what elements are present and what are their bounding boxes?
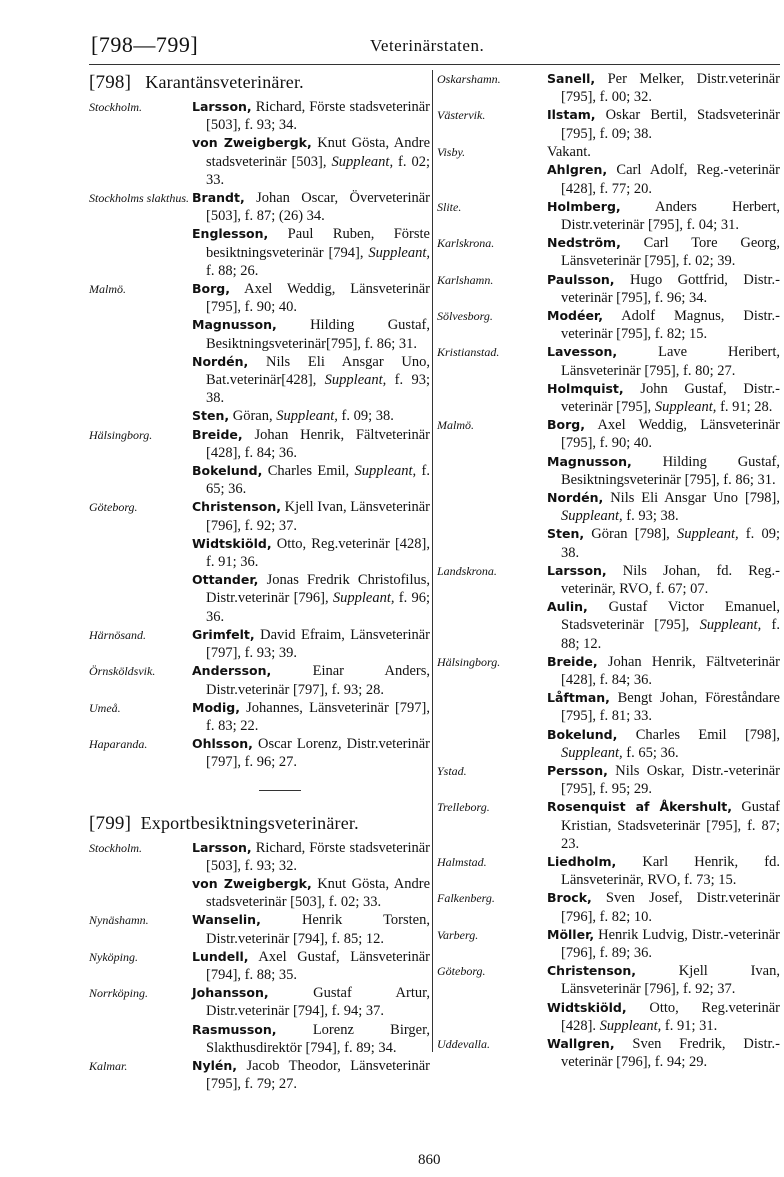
entry-tail: f. 91; 28. <box>716 398 773 415</box>
list-item <box>437 853 780 889</box>
entry-text <box>192 626 430 662</box>
entry-name: Rosenquist af Åkershult, <box>547 799 733 815</box>
entry-place: Hälsingborg. <box>89 427 153 442</box>
entry-text <box>192 948 430 984</box>
entry-details: Gustaf Victor Emanuel, Stadsveterinär [795], <box>561 599 780 634</box>
entry-place: Nyköping. <box>89 949 138 964</box>
entry-text <box>547 307 780 343</box>
entry-name: Sten, <box>547 526 585 542</box>
entry-details: Axel Weddig, Länsveterinär [795], f. 90; 40. <box>206 281 430 316</box>
list-item <box>437 307 780 343</box>
entry-place: Halmstad. <box>437 855 487 870</box>
entry-place: Norrköping. <box>89 986 149 1001</box>
entry-name: Bokelund, <box>192 463 263 479</box>
entry-name: Larsson, <box>192 839 252 855</box>
entry-details: Richard, Förste stadsveterinär [503], f. 93; 34. <box>206 99 430 134</box>
list-item <box>437 598 780 653</box>
entry-place: Kristianstad. <box>437 345 500 360</box>
entry-place <box>89 407 192 408</box>
left-column <box>89 70 430 1093</box>
entry-details: Hilding Gustaf, Besiktningsveterinär[795], f. 86; 31. <box>206 317 430 352</box>
entry-details: Otto, Reg.veterinär [428]. <box>561 999 780 1034</box>
entry-details: Axel Weddig, Länsveterinär [795], f. 90; 40. <box>561 417 780 452</box>
entry-role: Suppleant, <box>331 153 394 170</box>
entry-text <box>547 198 780 234</box>
entry-details: Göran [798], <box>584 526 677 543</box>
entry-text <box>547 416 780 452</box>
entry-place <box>89 353 192 354</box>
entry-text <box>192 875 430 911</box>
entry-name: Widtskiöld, <box>547 999 627 1015</box>
entry-details: Richard, Förste stadsveterinär [503], f. 93; 32. <box>206 839 430 874</box>
entry-name: Holmquist, <box>547 380 624 396</box>
entry-role: Suppleant, <box>332 590 395 607</box>
entry-details: Göran, <box>229 408 277 425</box>
entry-place: Karlskrona. <box>437 236 495 251</box>
list-item <box>437 489 780 525</box>
entry-role: Suppleant, <box>276 408 338 425</box>
entry-place: Malmö. <box>437 418 474 433</box>
entry-text <box>547 689 780 725</box>
entry-name: Larsson, <box>547 562 607 578</box>
entry-place <box>437 380 547 381</box>
entry-name: Magnusson, <box>547 453 632 469</box>
list-item <box>89 1057 430 1093</box>
entry-place <box>437 525 547 526</box>
entry-tail: f. 93; 38. <box>622 508 679 525</box>
entry-role: Suppleant, <box>561 744 623 761</box>
entry-details: Charles Emil, <box>262 463 355 480</box>
entry-name: Sten, <box>192 408 230 424</box>
entry-text <box>192 571 430 626</box>
list-item <box>437 380 780 416</box>
entry-place <box>89 134 192 135</box>
entry-name: Ottander, <box>192 572 259 588</box>
entry-name: Modig, <box>192 699 240 715</box>
section-798-list <box>89 98 430 772</box>
entry-name: von Zweigbergk, <box>192 135 312 151</box>
list-item <box>89 699 430 735</box>
entry-details: David Efraim, Länsveterinär [797], f. 93; 39. <box>206 626 430 662</box>
entry-name: Aulin, <box>547 599 588 615</box>
entry-place: Umeå. <box>89 700 121 715</box>
page-number: 860 <box>418 1152 441 1168</box>
list-item <box>437 525 780 561</box>
entry-tail: f. 02; 33. <box>206 153 430 188</box>
entry-details: Johan Henrik, Fältveterinär [428], f. 84; 36. <box>206 426 430 461</box>
entry-text <box>192 1057 430 1093</box>
list-item <box>437 416 780 452</box>
entry-details: Paul Ruben, Förste besiktningsveterinär [794], <box>206 226 430 261</box>
list-item <box>437 999 780 1035</box>
list-item <box>89 735 430 771</box>
list-item <box>89 225 430 280</box>
entry-text <box>547 726 780 762</box>
entry-name: von Zweigbergk, <box>192 875 312 891</box>
entry-text <box>547 853 780 889</box>
list-item <box>437 1035 780 1071</box>
entry-role: Suppleant, <box>354 463 417 480</box>
entry-text <box>547 106 780 142</box>
entry-text <box>547 271 780 307</box>
entry-name: Christenson, <box>192 499 281 515</box>
entry-place <box>89 225 192 226</box>
entry-place <box>89 1021 192 1022</box>
entry-details: Johan Oscar, Överveterinär [503], f. 87; (26) 34. <box>206 190 430 225</box>
entry-name: Låftman, <box>547 690 610 706</box>
entry-text <box>547 453 780 489</box>
entry-role: Suppleant, <box>654 398 717 415</box>
entry-text <box>192 280 430 316</box>
entry-text <box>547 161 780 197</box>
entry-name: Möller, <box>547 926 595 942</box>
entry-place <box>89 875 192 876</box>
entry-text <box>547 70 780 106</box>
entry-details: Otto, Reg.veterinär [428], f. 91; 36. <box>206 535 430 571</box>
entry-place: Landskrona. <box>437 563 497 578</box>
entry-role: Suppleant, <box>561 508 623 525</box>
entry-place <box>89 316 192 317</box>
entry-name: Larsson, <box>192 99 252 114</box>
entry-place: Härnösand. <box>89 627 147 642</box>
entry-text <box>192 839 430 875</box>
entry-details: Sven Fredrik, Distr.-veterinär [796], f. 94; 29. <box>561 1036 780 1071</box>
entry-name: Ahlgren, <box>547 162 608 178</box>
section-799-heading <box>89 813 430 835</box>
entry-place <box>89 535 192 536</box>
entry-details: Henrik Ludvig, Distr.-veterinär [796], f. 89; 36. <box>561 926 780 962</box>
entry-name: Bokelund, <box>547 726 618 742</box>
entry-name: Holmberg, <box>547 198 621 214</box>
entry-details: Hugo Gottfrid, Distr.-veterinär [795], f. 96; 34. <box>561 271 780 306</box>
section-number: [798] <box>89 72 132 93</box>
entry-name: Magnusson, <box>192 317 277 333</box>
entry-details: Knut Gösta, Andre stadsveterinär [503], <box>206 135 430 170</box>
entry-details: Vakant. <box>547 143 591 160</box>
list-item <box>437 962 780 998</box>
entry-name: Brandt, <box>192 190 245 206</box>
entry-name: Englesson, <box>192 226 269 242</box>
entry-details: Carl Tore Georg, Länsveterinär [795], f. 02; 39. <box>561 235 780 270</box>
entry-text <box>192 134 430 189</box>
entry-place <box>437 726 547 727</box>
entry-text <box>192 353 430 408</box>
entry-place <box>89 571 192 572</box>
entry-place: Falkenberg. <box>437 891 495 906</box>
list-item <box>89 1021 430 1057</box>
entry-place: Nynäshamn. <box>89 913 149 928</box>
entry-text <box>547 999 780 1035</box>
section-number: [799] <box>89 812 132 834</box>
entry-details: Jacob Theodor, Länsveterinär [795], f. 79; 27. <box>206 1057 430 1093</box>
list-item <box>89 662 430 698</box>
entry-details: Nils Eli Ansgar Uno, Bat.veterinär[428], <box>206 353 430 389</box>
list-item <box>89 571 430 626</box>
entry-details: Bengt Johan, Föreståndare [795], f. 81; 33. <box>561 690 780 725</box>
entry-tail: f. 65; 36. <box>206 463 430 498</box>
list-item <box>89 426 430 462</box>
entry-text <box>192 735 430 771</box>
list-item <box>437 926 780 962</box>
entry-text <box>192 426 430 462</box>
list-item <box>437 70 780 106</box>
entry-name: Andersson, <box>192 663 272 679</box>
entry-tail: f. 88; 26. <box>206 262 259 279</box>
entry-name: Wallgren, <box>547 1036 615 1052</box>
entry-details: Nils Eli Ansgar Uno [798], <box>603 489 780 506</box>
list-item <box>89 316 430 352</box>
entry-place: Stockholm. <box>89 100 142 114</box>
entry-name: Rasmusson, <box>192 1021 277 1037</box>
list-item <box>89 839 430 875</box>
entry-name: Borg, <box>192 281 230 297</box>
entry-text <box>192 984 430 1020</box>
entry-role: Suppleant, <box>699 617 762 634</box>
entry-text <box>547 653 780 689</box>
entry-text <box>547 798 780 853</box>
entry-details: Lorenz Birger, Slakthusdirektör [794], f. 89; 34. <box>206 1021 430 1056</box>
entry-text <box>192 535 430 571</box>
entry-text <box>547 926 780 962</box>
section-798-heading <box>89 72 430 94</box>
entry-details: Nils Oskar, Distr.-veterinär [795], f. 95; 29. <box>561 763 780 798</box>
entry-text <box>547 598 780 653</box>
list-item <box>89 626 430 662</box>
entry-details: Johannes, Länsveterinär [797], f. 83; 22. <box>206 699 430 734</box>
entry-details: Anders Herbert, Distr.veterinär [795], f. 04; 31. <box>561 198 780 233</box>
entry-details: Lave Heribert, Länsveterinär [795], f. 80; 27. <box>561 344 780 379</box>
section-799-list <box>89 839 430 1094</box>
list-item <box>89 535 430 571</box>
list-item <box>89 875 430 911</box>
section-title: Karantänsveterinärer. <box>145 72 304 92</box>
entry-text <box>547 380 780 416</box>
entry-details: Per Melker, Distr.veterinär [795], f. 00; 32. <box>561 71 780 106</box>
list-item <box>437 161 780 197</box>
entry-place: Sölvesborg. <box>437 308 493 323</box>
entry-place: Oskarshamn. <box>437 72 501 86</box>
list-item <box>89 280 430 316</box>
entry-role: Suppleant, <box>324 372 387 389</box>
entry-text <box>547 562 780 598</box>
entry-text <box>192 699 430 735</box>
entry-name: Christenson, <box>547 963 636 979</box>
entry-details: Kjell Ivan, Länsveterinär [796], f. 92; 37. <box>206 499 430 534</box>
entry-name: Nordén, <box>192 353 249 369</box>
list-item <box>437 889 780 925</box>
list-item <box>89 498 430 534</box>
entry-name: Nordén, <box>547 489 604 505</box>
entry-place: Uddevalla. <box>437 1037 490 1052</box>
entry-tail: f. 09; 38. <box>561 526 780 561</box>
entry-place: Trelleborg. <box>437 800 490 815</box>
list-item <box>437 562 780 598</box>
list-item <box>437 726 780 762</box>
entry-name: Johansson, <box>192 985 269 1001</box>
entry-text <box>192 462 430 498</box>
entry-place <box>437 161 547 162</box>
header-rule <box>89 64 780 65</box>
list-item <box>89 948 430 984</box>
entry-place: Hälsingborg. <box>437 654 501 669</box>
entry-place <box>437 689 547 690</box>
entry-place: Kalmar. <box>89 1058 128 1073</box>
entry-text <box>192 225 430 280</box>
entry-text <box>192 316 430 352</box>
entry-place: Karlshamn. <box>437 272 494 287</box>
entry-name: Sanell, <box>547 71 596 86</box>
section-title: Exportbesiktningsveterinärer. <box>140 812 359 833</box>
entry-details: Einar Anders, Distr.veterinär [797], f. 93; 28. <box>206 663 430 698</box>
entry-tail: f. 96; 36. <box>206 590 430 625</box>
entry-name: Breide, <box>547 653 598 669</box>
list-item <box>437 798 780 853</box>
entry-text <box>547 962 780 998</box>
entry-text <box>547 889 780 925</box>
entry-tail: f. 88; 12. <box>561 617 780 652</box>
list-item <box>437 271 780 307</box>
entry-text <box>192 98 430 134</box>
entry-name: Paulsson, <box>547 271 615 287</box>
entry-role: Suppleant, <box>676 526 739 543</box>
list-item <box>89 407 430 425</box>
entry-name: Ilstam, <box>547 107 596 123</box>
entry-text <box>547 489 780 525</box>
entry-place: Göteborg. <box>89 500 138 515</box>
list-item <box>437 453 780 489</box>
entry-details: Oscar Lorenz, Distr.veterinär [797], f. 96; 27. <box>206 736 430 771</box>
entry-name: Nylén, <box>192 1057 238 1073</box>
entry-role: Suppleant, <box>368 244 430 261</box>
list-item <box>437 343 780 379</box>
entry-text <box>547 234 780 270</box>
entry-text <box>192 407 430 425</box>
entry-details: Oskar Bertil, Stadsveterinär [795], f. 09; 38. <box>561 107 780 142</box>
entry-text <box>192 189 430 225</box>
entry-place: Malmö. <box>89 282 126 297</box>
entry-tail: f. 65; 36. <box>622 744 679 761</box>
entry-place: Örnsköldsvik. <box>89 664 156 679</box>
entry-details: Sven Josef, Distr.veterinär [796], f. 82; 10. <box>561 890 780 925</box>
entry-text <box>192 1021 430 1057</box>
list-item <box>89 189 430 225</box>
entry-name: Wanselin, <box>192 912 261 928</box>
entry-details: Johan Henrik, Fältveterinär [428], f. 84; 36. <box>561 653 780 688</box>
entry-name: Brock, <box>547 890 592 906</box>
entry-place: Ystad. <box>437 764 467 779</box>
entry-details: Carl Adolf, Reg.-veterinär [428], f. 77; 20. <box>561 162 780 197</box>
entry-place <box>89 462 192 463</box>
entry-place: Stockholm. <box>89 840 142 855</box>
section-separator <box>259 790 301 791</box>
entry-details: Gustaf Kristian, Stadsveterinär [795], f. 87; 23. <box>561 799 780 852</box>
entry-text <box>547 1035 780 1071</box>
entry-details: Kjell Ivan, Länsveterinär [796], f. 92; 37. <box>561 963 780 998</box>
entry-details: Charles Emil [798], <box>617 726 780 743</box>
list-item <box>437 762 780 798</box>
entry-details: Hilding Gustaf, Besiktningsveterinär [795], f. 86; 31. <box>561 453 780 488</box>
page-title: Veterinärstaten. <box>370 36 485 55</box>
entry-name: Breide, <box>192 426 243 442</box>
entry-tail: f. 93; 38. <box>206 372 430 407</box>
list-item <box>437 143 780 162</box>
entry-details: Jonas Fredrik Christofilus, Distr.veterinär [796], <box>206 572 430 607</box>
entry-details: Adolf Magnus, Distr.-veterinär [795], f. 82; 15. <box>561 307 780 343</box>
entry-name: Persson, <box>547 763 608 779</box>
list-item <box>89 98 430 134</box>
entry-text <box>547 525 780 561</box>
entry-place <box>437 999 547 1000</box>
entry-name: Borg, <box>547 417 585 433</box>
entry-details: Henrik Torsten, Distr.veterinär [794], f. 85; 12. <box>206 912 430 947</box>
entry-place: Västervik. <box>437 108 486 123</box>
entry-name: Grimfelt, <box>192 626 255 642</box>
entry-details: Gustaf Artur, Distr.veterinär [794], f. 94; 37. <box>206 985 430 1020</box>
entry-tail: f. 91; 31. <box>661 1017 718 1034</box>
entry-details: Axel Gustaf, Länsveterinär [794], f. 88; 35. <box>206 948 430 983</box>
list-item <box>89 911 430 947</box>
entry-details: John Gustaf, Distr.-veterinär [795], <box>561 380 780 415</box>
page-range: [798—799] <box>91 32 199 57</box>
entry-place: Haparanda. <box>89 737 148 752</box>
entry-text <box>547 343 780 379</box>
entry-text <box>192 911 430 947</box>
entry-name: Lavesson, <box>547 344 618 360</box>
list-item <box>89 134 430 189</box>
entry-place: Göteborg. <box>437 964 486 979</box>
list-item <box>437 689 780 725</box>
list-item <box>89 984 430 1020</box>
entry-name: Nedström, <box>547 235 621 251</box>
entry-place <box>437 598 547 599</box>
entry-role: Suppleant, <box>599 1017 662 1034</box>
entry-text <box>547 762 780 798</box>
list-item <box>437 653 780 689</box>
entry-text <box>192 662 430 698</box>
entry-place: Visby. <box>437 144 466 159</box>
entry-name: Modéer, <box>547 307 604 323</box>
entry-name: Liedholm, <box>547 854 617 870</box>
entry-name: Ohlsson, <box>192 736 253 752</box>
entry-place: Varberg. <box>437 927 479 942</box>
entry-name: Widtskiöld, <box>192 535 272 551</box>
entry-name: Lundell, <box>192 948 249 964</box>
list-item <box>437 106 780 142</box>
entry-text <box>192 498 430 534</box>
entry-place: Slite. <box>437 199 462 214</box>
entry-details: Knut Gösta, Andre stadsveterinär [503], f. 02; 33. <box>206 875 430 911</box>
column-divider <box>432 70 433 1052</box>
list-item <box>89 462 430 498</box>
entry-text <box>547 143 780 161</box>
list-item <box>437 198 780 234</box>
entry-tail: f. 09; 38. <box>337 408 394 425</box>
entry-place: Stockholms slakthus. <box>89 191 189 206</box>
entry-place <box>437 453 547 454</box>
entry-details: Karl Henrik, fd. Länsveterinär, RVO, f. 73; 15. <box>561 854 780 889</box>
list-item <box>437 234 780 270</box>
entry-place <box>437 489 547 490</box>
list-item <box>89 353 430 408</box>
entry-details: Nils Johan, fd. Reg.-veterinär, RVO, f. 67; 07. <box>561 562 780 597</box>
right-column <box>437 70 780 1071</box>
right-list <box>437 70 780 1071</box>
